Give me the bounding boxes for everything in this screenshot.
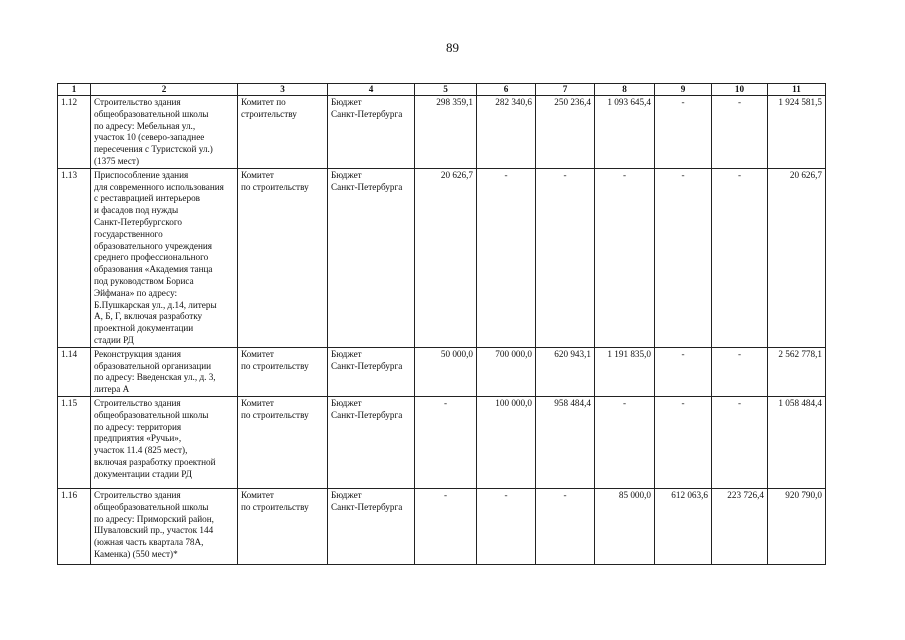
funding-source: Бюджет Санкт-Петербурга (328, 168, 415, 347)
funding-source: Бюджет Санкт-Петербурга (328, 396, 415, 488)
committee: Комитет по строительству (238, 347, 328, 396)
value-col-6: 282 340,6 (477, 96, 536, 169)
object-name: Строительство здания общеобразовательной школы по адресу: территория предприятия «Ручьи», участок 11.4 (825 мест), включая разработку проектной документации стадии РД (91, 396, 238, 488)
value-col-7: 250 236,4 (536, 96, 595, 169)
table-row (58, 347, 826, 396)
row-index: 1.12 (58, 96, 91, 169)
value-col-11: 920 790,0 (768, 488, 826, 564)
row-index: 1.13 (58, 168, 91, 347)
funding-source: Бюджет Санкт-Петербурга (328, 488, 415, 564)
row-index: 1.14 (58, 347, 91, 396)
funding-source: Бюджет Санкт-Петербурга (328, 347, 415, 396)
object-name: Строительство здания общеобразовательной школы по адресу: Мебельная ул., участок 10 (северо-западнее пересечения с Туристской ул.) (1375 мест) (91, 96, 238, 169)
value-col-9: 612 063,6 (655, 488, 712, 564)
value-col-5: - (415, 396, 477, 488)
value-col-10: - (712, 168, 768, 347)
header-cell: 2 (91, 84, 238, 96)
object-name: Строительство здания общеобразовательной школы по адресу: Приморский район, Шуваловский пр., участок 144 (южная часть квартала 78А, Каменка) (550 мест)* (91, 488, 238, 564)
header-cell: 4 (328, 84, 415, 96)
header-cell: 10 (712, 84, 768, 96)
funding-source: Бюджет Санкт-Петербурга (328, 96, 415, 169)
value-col-10: - (712, 96, 768, 169)
value-col-6: 100 000,0 (477, 396, 536, 488)
value-col-6: - (477, 488, 536, 564)
committee: Комитет по строительству (238, 96, 328, 169)
value-col-9: - (655, 168, 712, 347)
value-col-11: 1 058 484,4 (768, 396, 826, 488)
committee: Комитет по строительству (238, 488, 328, 564)
header-cell: 1 (58, 84, 91, 96)
value-col-7: 958 484,4 (536, 396, 595, 488)
value-col-9: - (655, 347, 712, 396)
table-row (58, 96, 826, 169)
header-cell: 7 (536, 84, 595, 96)
value-col-11: 2 562 778,1 (768, 347, 826, 396)
header-cell: 8 (595, 84, 655, 96)
value-col-7: 620 943,1 (536, 347, 595, 396)
value-col-11: 20 626,7 (768, 168, 826, 347)
value-col-7: - (536, 168, 595, 347)
value-col-8: 1 191 835,0 (595, 347, 655, 396)
row-index: 1.15 (58, 396, 91, 488)
page-number: 89 (446, 40, 459, 55)
value-col-10: - (712, 347, 768, 396)
value-col-8: - (595, 396, 655, 488)
value-col-10: - (712, 396, 768, 488)
value-col-6: - (477, 168, 536, 347)
object-name: Приспособление здания для современного использования с реставрацией интерьеров и фасадов под нужды Санкт-Петербургского государственного образовательного учреждения среднего профессионального образования «Академия танца под руководством Бориса Эйфмана» по адресу: Б.Пушкарская ул., д.14, литеры А, Б, Г, включая разработку проектной документации стадии РД (91, 168, 238, 347)
value-col-5: - (415, 488, 477, 564)
committee: Комитет по строительству (238, 396, 328, 488)
value-col-10: 223 726,4 (712, 488, 768, 564)
object-name: Реконструкция здания образовательной организации по адресу: Введенская ул., д. 3, литера А (91, 347, 238, 396)
value-col-6: 700 000,0 (477, 347, 536, 396)
budget-table (57, 83, 826, 565)
table-row (58, 396, 826, 488)
header-row (58, 84, 826, 96)
table-row (58, 168, 826, 347)
value-col-8: - (595, 168, 655, 347)
value-col-9: - (655, 396, 712, 488)
row-index: 1.16 (58, 488, 91, 564)
header-cell: 5 (415, 84, 477, 96)
value-col-8: 85 000,0 (595, 488, 655, 564)
value-col-5: 20 626,7 (415, 168, 477, 347)
table-row (58, 488, 826, 564)
header-cell: 3 (238, 84, 328, 96)
header-cell: 9 (655, 84, 712, 96)
value-col-8: 1 093 645,4 (595, 96, 655, 169)
value-col-11: 1 924 581,5 (768, 96, 826, 169)
value-col-9: - (655, 96, 712, 169)
value-col-5: 298 359,1 (415, 96, 477, 169)
committee: Комитет по строительству (238, 168, 328, 347)
header-cell: 11 (768, 84, 826, 96)
value-col-5: 50 000,0 (415, 347, 477, 396)
header-cell: 6 (477, 84, 536, 96)
value-col-7: - (536, 488, 595, 564)
